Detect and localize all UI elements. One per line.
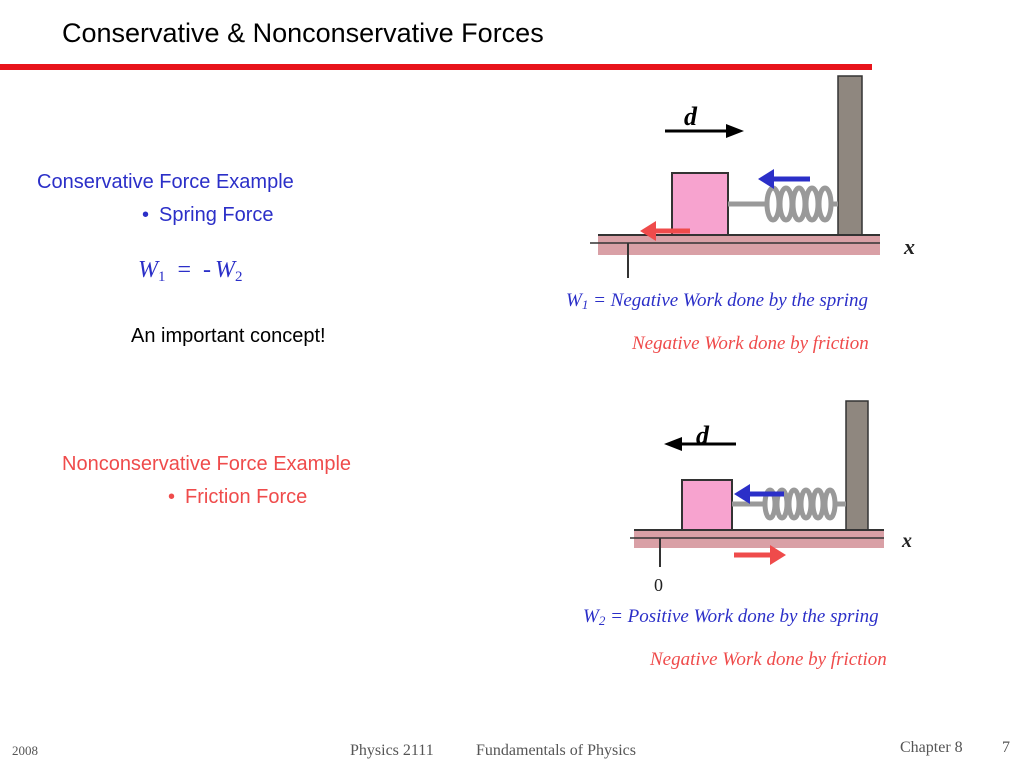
footer-page-number: 7 (1002, 739, 1010, 756)
nonconservative-bullet-text: Friction Force (185, 486, 308, 508)
conservative-heading: Conservative Force Example (37, 171, 294, 193)
block (682, 480, 732, 530)
footer-year: 2008 (12, 743, 38, 758)
caption-w1-text: = Negative Work done by the spring (588, 290, 868, 311)
wall (846, 401, 868, 531)
spring-diagram-top (560, 70, 960, 285)
footer-chapter: Chapter 8 (900, 739, 963, 756)
equation-lhs-sub: 1 (158, 269, 166, 285)
floor (634, 530, 884, 548)
d-arrow-head (726, 124, 744, 138)
caption-friction-top: Negative Work done by friction (632, 333, 869, 354)
d-label: d (696, 421, 709, 450)
caption-w1-sub: 1 (581, 297, 589, 312)
footer-course: Physics 2111 (350, 742, 434, 759)
x-label: x (904, 234, 915, 259)
wall (838, 76, 862, 236)
nonconservative-heading: Nonconservative Force Example (62, 453, 352, 475)
important-note: An important concept! (131, 325, 326, 347)
bullet-marker: • (142, 204, 150, 226)
equation-equals: = (177, 257, 192, 283)
equation-rhs-symbol: W (215, 257, 236, 283)
conservative-bullet-text: Spring Force (159, 204, 274, 226)
caption-w2 (583, 606, 879, 629)
caption-w2-sub: 2 (598, 613, 606, 628)
zero-label: 0 (654, 575, 663, 595)
slide-title: Conservative & Nonconservative Forces (62, 18, 544, 48)
caption-w2-text: = Positive Work done by the spring (605, 606, 879, 627)
x-label: x (902, 530, 912, 552)
bullet-marker: • (168, 486, 176, 508)
equation-rhs-sub: 2 (235, 269, 243, 285)
work-equation (138, 257, 243, 286)
caption-friction-bottom: Negative Work done by friction (650, 649, 887, 670)
spring-force-arrow-head (734, 484, 750, 504)
conservative-bullet (142, 204, 274, 227)
spring-diagram-bottom (600, 395, 940, 595)
d-arrow-head (664, 437, 682, 451)
nonconservative-bullet (168, 486, 307, 509)
equation-minus: - (203, 257, 212, 283)
block (672, 173, 728, 235)
spring-force-arrow-head (758, 169, 774, 189)
d-label: d (684, 102, 697, 131)
equation-lhs-symbol: W (138, 257, 158, 283)
footer-course-title: Fundamentals of Physics (476, 742, 636, 759)
floor (598, 235, 880, 255)
spring (728, 188, 838, 220)
caption-w1 (566, 290, 868, 313)
caption-w1-symbol: W (566, 290, 582, 311)
caption-w2-symbol: W (583, 606, 599, 627)
